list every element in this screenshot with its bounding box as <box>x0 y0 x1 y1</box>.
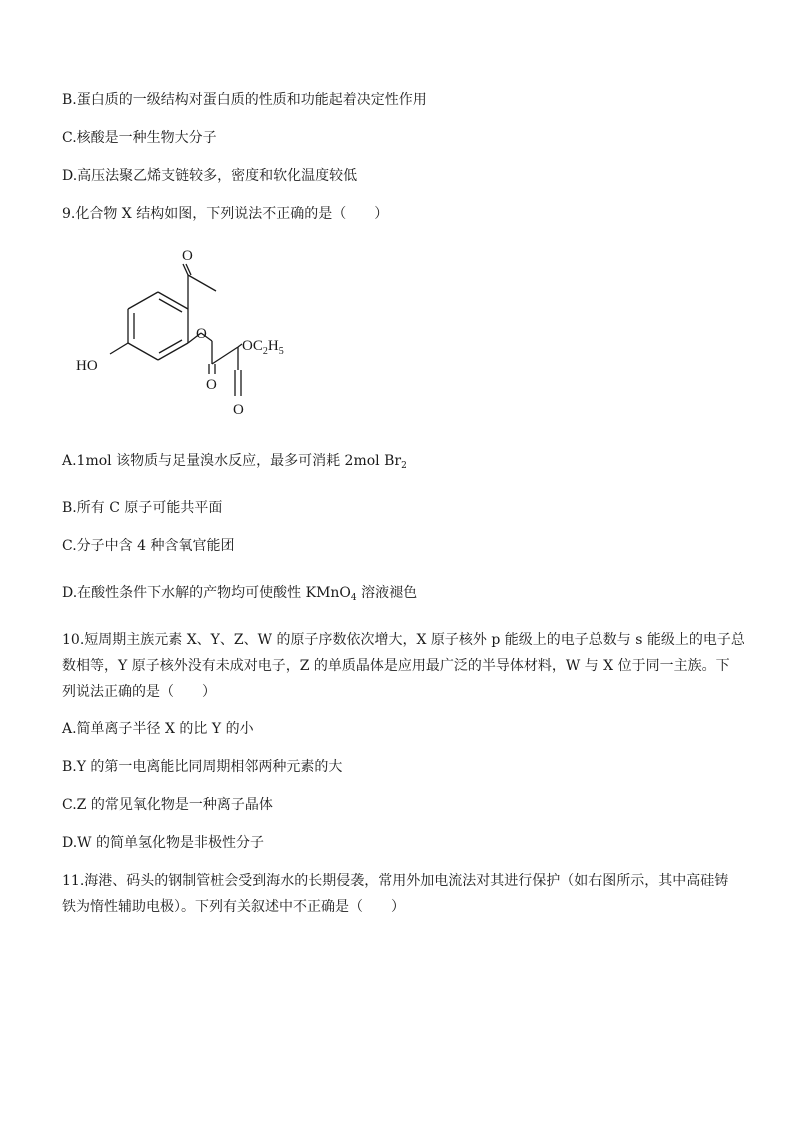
label-o-carbonyl-1: O <box>206 377 217 393</box>
q11-stem-line-1: 11.海港、码头的钢制管桩会受到海水的长期侵袭，常用外加电流法对其进行保护（如右图所示，其中高硅铸 <box>62 873 729 889</box>
q10-option-c: C.Z 的常见氧化物是一种离子晶体 <box>62 797 273 813</box>
q8-option-d: D.高压法聚乙烯支链较多，密度和软化温度较低 <box>62 168 358 184</box>
q9-option-d: D.在酸性条件下水解的产物均可使酸性 KMnO$_4$ 溶液褪色 <box>62 585 418 603</box>
q10-stem-line-3: 列说法正确的是（ ） <box>62 684 216 700</box>
q10-stem-line-2: 数相等，Y 原子核外没有未成对电子，Z 的单质晶体是应用最广泛的半导体材料，W 与 X 位于同一主族。下 <box>62 658 730 674</box>
q9-option-c: C.分子中含 4 种含氧官能团 <box>62 538 235 554</box>
q10-stem-line-1: 10.短周期主族元素 X、Y、Z、W 的原子序数依次增大，X 原子核外 p 能级上的电子总数与 s 能级上的电子总 <box>62 632 745 648</box>
q9-option-a: A.1mol 该物质与足量溴水反应，最多可消耗 2mol $Br_2$ <box>62 453 407 471</box>
q11-stem-line-2: 铁为惰性辅助电极）。下列有关叙述中不正确是（ ） <box>62 899 405 915</box>
q10-option-a: A.简单离子半径 X 的比 Y 的小 <box>62 721 254 737</box>
label-o-ether: O <box>196 326 207 342</box>
q9-option-b: B.所有 C 原子可能共平面 <box>62 500 223 516</box>
label-oc2h5: $OC_2H_5$ <box>242 338 284 357</box>
q10-option-b: B.Y 的第一电离能比同周期相邻两种元素的大 <box>62 759 343 775</box>
compound-x-structure <box>70 240 310 430</box>
label-ho: HO <box>76 358 98 374</box>
label-o-carbonyl-2: O <box>233 402 244 418</box>
q9-stem: 9.化合物 X 结构如图，下列说法不正确的是（ ） <box>62 206 389 222</box>
q8-option-b: B.蛋白质的一级结构对蛋白质的性质和功能起着决定性作用 <box>62 92 427 108</box>
label-o-ketone: O <box>182 248 193 264</box>
q8-option-c: C.核酸是一种生物大分子 <box>62 130 217 146</box>
q10-option-d: D.W 的简单氢化物是非极性分子 <box>62 835 265 851</box>
